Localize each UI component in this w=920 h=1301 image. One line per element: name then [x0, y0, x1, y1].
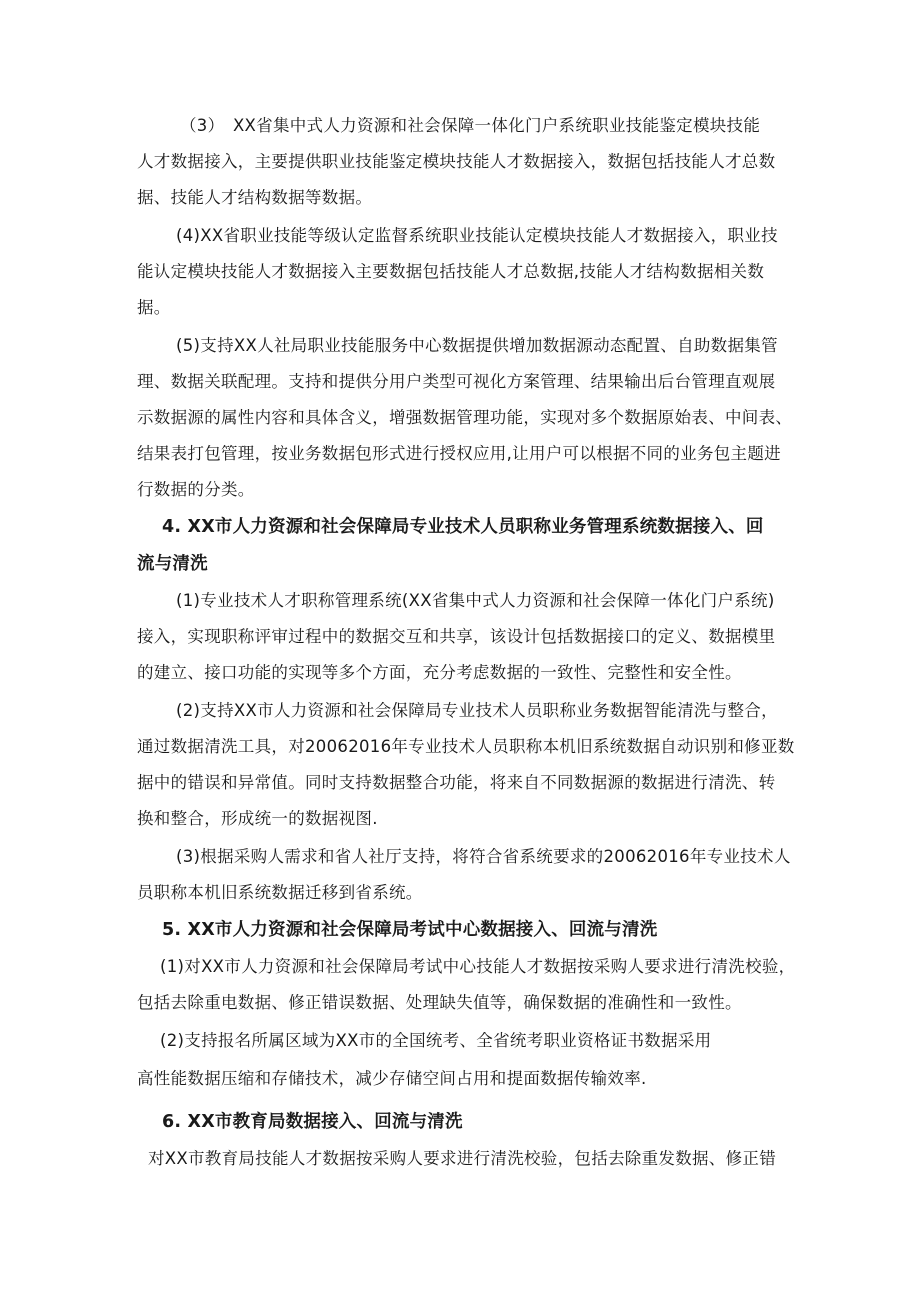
section-4-item-3-line-1: (3)根据采购人需求和省人社厅支持，将符合省系统要求的20062016年专业技术人 [176, 847, 791, 866]
paragraph-3-line-3: 据、技能人才结构数据等数据。 [137, 188, 373, 207]
section-4-item-2-line-4: 换和整合，形成统一的数据视图. [137, 809, 378, 828]
section-4-item-1-line-2: 接入，实现职称评审过程中的数据交互和共享，该设计包括数据接口的定义、数据模里 [137, 627, 776, 646]
paragraph-5-line-1: (5)支持XX人社局职业技能服务中心数据提供增加数据源动态配置、自助数据集管 [176, 336, 778, 355]
section-6-item-1-line-1: 对XX市教育局技能人才数据按采购人要求进行清洗校验，包括去除重发数据、修正错 [148, 1149, 777, 1168]
section-4-heading-line-2: 流与清洗 [137, 554, 208, 574]
paragraph-3-line-1: （3） XX省集中式人力资源和社会保障一体化门户系统职业技能鉴定模块技能 [180, 116, 761, 135]
paragraph-5-line-4: 结果表打包管理，按业务数据包形式进行授权应用,让用户可以根据不同的业务包主题进 [137, 444, 781, 463]
paragraph-4-line-2: 能认定模块技能人才数据接入主要数据包括技能人才总数据,技能人才结构数据相关数 [137, 262, 765, 281]
paragraph-5-line-3: 示数据源的属性内容和具体含义，增强数据管理功能，实现对多个数据原始表、中间表、 [137, 408, 793, 427]
section-4-item-1-line-3: 的建立、接口功能的实现等多个方面，充分考虑数据的一致性、完整性和安全性。 [137, 663, 742, 682]
section-5-item-2-line-1: (2)支持报名所属区域为XX市的全国统考、全省统考职业资格证书数据采用 [160, 1031, 712, 1050]
paragraph-5-line-2: 理、数据关联配理。支持和提供分用户类型可视化方案管理、结果输出后台管理直观展 [137, 372, 776, 391]
section-5-item-1-line-2: 包括去除重电数据、修正错误数据、处理缺失值等，确保数据的准确性和一致性。 [137, 993, 742, 1012]
paragraph-4-line-1: (4)XX省职业技能等级认定监督系统职业技能认定模块技能人才数据接入，职业技 [176, 226, 778, 245]
section-4-item-2-line-3: 据中的错误和异常值。同时支持数据整合功能，将来自不同数据源的数据进行清洗、转 [137, 773, 776, 792]
paragraph-3-line-2: 人才数据接入，主要提供职业技能鉴定模块技能人才数据接入，数据包括技能人才总数 [137, 152, 776, 171]
section-5-heading: 5. XX市人力资源和社会保障局考试中心数据接入、回流与清洗 [162, 920, 658, 940]
paragraph-4-line-3: 据。 [137, 298, 171, 317]
section-5-item-2-line-2: 高性能数据压缩和存储技术，减少存储空间占用和提面数据传输效率. [137, 1069, 647, 1088]
section-4-item-2-line-2: 通过数据清洗工具，对20062016年专业技术人员职称本机旧系统数据自动识别和修亚数 [137, 737, 795, 756]
section-4-item-2-line-1: (2)支持XX市人力资源和社会保障局专业技术人员职称业务数据智能清洗与整合， [176, 701, 778, 720]
section-4-item-3-line-2: 员职称本机旧系统数据迁移到省系统。 [137, 883, 423, 902]
section-4-item-1-line-1: (1)专业技术人才职称管理系统(XX省集中式人力资源和社会保障一体化门户系统) [176, 591, 775, 610]
section-4-heading-line-1: 4. XX市人力资源和社会保障局专业技术人员职称业务管理系统数据接入、回 [162, 517, 764, 537]
section-5-item-1-line-1: (1)对XX市人力资源和社会保障局考试中心技能人才数据按采购人要求进行清洗校验， [160, 957, 796, 976]
section-6-heading: 6. XX市教育局数据接入、回流与清洗 [162, 1112, 463, 1132]
paragraph-5-line-5: 行数据的分类。 [137, 480, 255, 499]
